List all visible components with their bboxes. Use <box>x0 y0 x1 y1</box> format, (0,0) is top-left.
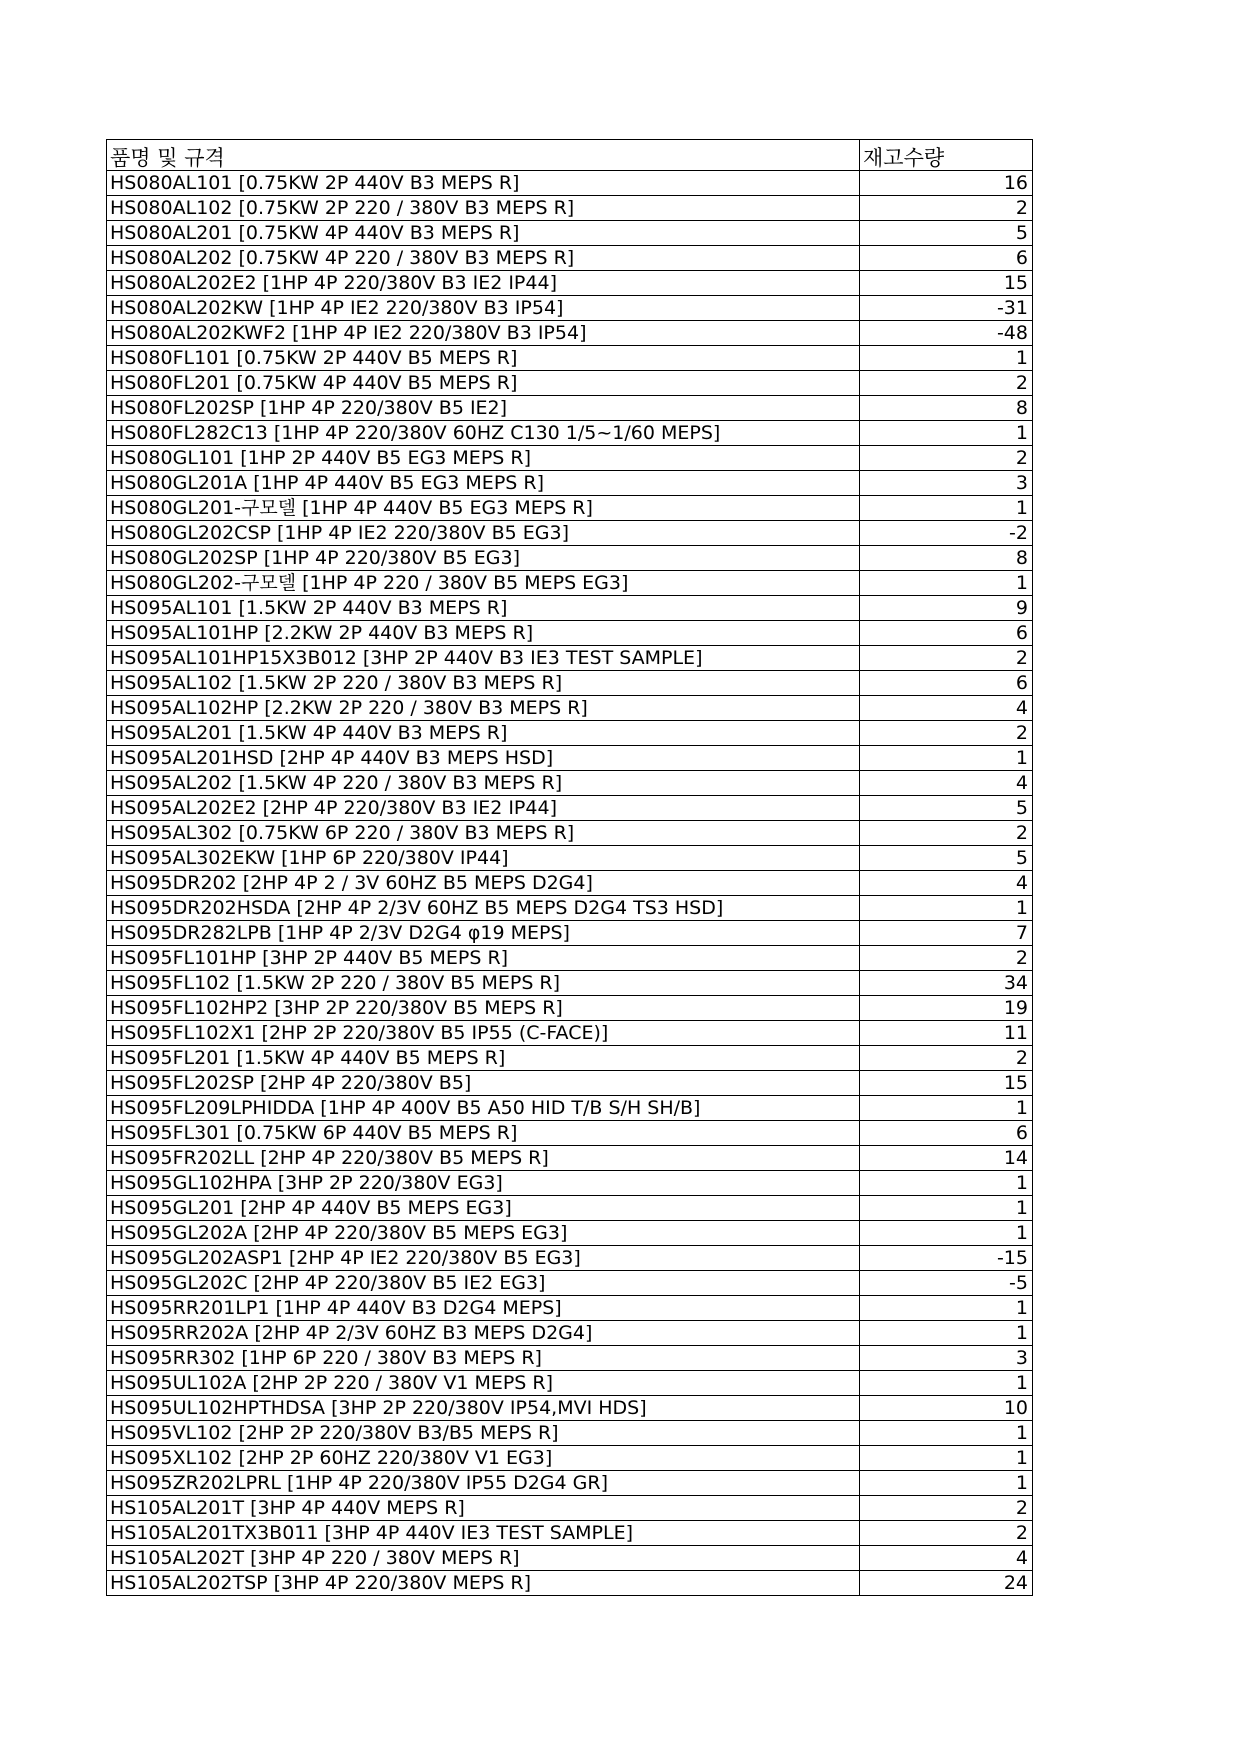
product-name-cell: HS080GL101 [1HP 2P 440V B5 EG3 MEPS R] <box>107 446 860 471</box>
product-name-cell: HS095GL102HPA [3HP 2P 220/380V EG3] <box>107 1171 860 1196</box>
table-row <box>107 596 1033 621</box>
stock-quantity-cell: 4 <box>860 871 1033 896</box>
product-name-cell: HS095AL302EKW [1HP 6P 220/380V IP44] <box>107 846 860 871</box>
table-row <box>107 171 1033 196</box>
table-row <box>107 1146 1033 1171</box>
stock-quantity-cell: 24 <box>860 1571 1033 1596</box>
table-row <box>107 471 1033 496</box>
stock-quantity-cell: 2 <box>860 371 1033 396</box>
table-row <box>107 1571 1033 1596</box>
stock-quantity-cell: 10 <box>860 1396 1033 1421</box>
stock-quantity-cell: 1 <box>860 1096 1033 1121</box>
table-row <box>107 696 1033 721</box>
product-name-cell: HS095RR202A [2HP 4P 2/3V 60HZ B3 MEPS D2G4] <box>107 1321 860 1346</box>
table-row <box>107 1346 1033 1371</box>
column-header-quantity: 재고수량 <box>860 140 1033 171</box>
table-row <box>107 496 1033 521</box>
table-row <box>107 721 1033 746</box>
stock-quantity-cell: 1 <box>860 346 1033 371</box>
table-row <box>107 1421 1033 1446</box>
column-header-name: 품명 및 규격 <box>107 140 860 171</box>
product-name-cell: HS105AL202T [3HP 4P 220 / 380V MEPS R] <box>107 1546 860 1571</box>
stock-quantity-cell: 15 <box>860 271 1033 296</box>
table-row <box>107 1196 1033 1221</box>
product-name-cell: HS095UL102HPTHDSA [3HP 2P 220/380V IP54,MVI HDS] <box>107 1396 860 1421</box>
stock-quantity-cell: 2 <box>860 646 1033 671</box>
table-row <box>107 1171 1033 1196</box>
product-name-cell: HS080GL202-구모델 [1HP 4P 220 / 380V B5 MEPS EG3] <box>107 571 860 596</box>
table-row <box>107 1071 1033 1096</box>
table-row <box>107 846 1033 871</box>
stock-quantity-cell: 4 <box>860 1546 1033 1571</box>
table-row <box>107 996 1033 1021</box>
product-name-cell: HS080FL201 [0.75KW 4P 440V B5 MEPS R] <box>107 371 860 396</box>
product-name-cell: HS095RR201LP1 [1HP 4P 440V B3 D2G4 MEPS] <box>107 1296 860 1321</box>
product-name-cell: HS095GL202C [2HP 4P 220/380V B5 IE2 EG3] <box>107 1271 860 1296</box>
stock-quantity-cell: 1 <box>860 1471 1033 1496</box>
stock-quantity-cell: -15 <box>860 1246 1033 1271</box>
table-row <box>107 1121 1033 1146</box>
stock-quantity-cell: 6 <box>860 621 1033 646</box>
table-row <box>107 396 1033 421</box>
product-name-cell: HS095GL202A [2HP 4P 220/380V B5 MEPS EG3] <box>107 1221 860 1246</box>
table-row <box>107 221 1033 246</box>
product-name-cell: HS105AL202TSP [3HP 4P 220/380V MEPS R] <box>107 1571 860 1596</box>
table-row <box>107 1321 1033 1346</box>
product-name-cell: HS080GL202SP [1HP 4P 220/380V B5 EG3] <box>107 546 860 571</box>
stock-quantity-cell: 8 <box>860 396 1033 421</box>
product-name-cell: HS095AL101 [1.5KW 2P 440V B3 MEPS R] <box>107 596 860 621</box>
stock-quantity-cell: 11 <box>860 1021 1033 1046</box>
table-row <box>107 896 1033 921</box>
stock-quantity-cell: 2 <box>860 1521 1033 1546</box>
product-name-cell: HS095UL102A [2HP 2P 220 / 380V V1 MEPS R] <box>107 1371 860 1396</box>
stock-quantity-cell: 2 <box>860 721 1033 746</box>
stock-quantity-cell: 1 <box>860 1196 1033 1221</box>
table-row <box>107 1046 1033 1071</box>
product-name-cell: HS080AL202KWF2 [1HP 4P IE2 220/380V B3 IP54] <box>107 321 860 346</box>
stock-quantity-cell: -48 <box>860 321 1033 346</box>
product-name-cell: HS080GL201-구모델 [1HP 4P 440V B5 EG3 MEPS R] <box>107 496 860 521</box>
product-name-cell: HS080FL101 [0.75KW 2P 440V B5 MEPS R] <box>107 346 860 371</box>
stock-quantity-cell: 2 <box>860 196 1033 221</box>
product-name-cell: HS080AL202KW [1HP 4P IE2 220/380V B3 IP54] <box>107 296 860 321</box>
stock-quantity-cell: -31 <box>860 296 1033 321</box>
product-name-cell: HS080AL202E2 [1HP 4P 220/380V B3 IE2 IP44] <box>107 271 860 296</box>
product-name-cell: HS095AL101HP15X3B012 [3HP 2P 440V B3 IE3 TEST SAMPLE] <box>107 646 860 671</box>
product-name-cell: HS095DR282LPB [1HP 4P 2/3V D2G4 φ19 MEPS] <box>107 921 860 946</box>
product-name-cell: HS080GL201A [1HP 4P 440V B5 EG3 MEPS R] <box>107 471 860 496</box>
product-name-cell: HS095ZR202LPRL [1HP 4P 220/380V IP55 D2G4 GR] <box>107 1471 860 1496</box>
stock-quantity-cell: 2 <box>860 946 1033 971</box>
table-row <box>107 321 1033 346</box>
stock-quantity-cell: 19 <box>860 996 1033 1021</box>
stock-quantity-cell: 1 <box>860 1171 1033 1196</box>
stock-quantity-cell: 1 <box>860 1371 1033 1396</box>
table-row <box>107 971 1033 996</box>
stock-quantity-cell: -5 <box>860 1271 1033 1296</box>
product-name-cell: HS095FL102X1 [2HP 2P 220/380V B5 IP55 (C-FACE)] <box>107 1021 860 1046</box>
stock-quantity-cell: 1 <box>860 421 1033 446</box>
stock-quantity-cell: 1 <box>860 1446 1033 1471</box>
table-row <box>107 1246 1033 1271</box>
stock-quantity-cell: 2 <box>860 446 1033 471</box>
stock-quantity-cell: 2 <box>860 1496 1033 1521</box>
table-row <box>107 671 1033 696</box>
product-name-cell: HS095FL202SP [2HP 4P 220/380V B5] <box>107 1071 860 1096</box>
stock-quantity-cell: 4 <box>860 771 1033 796</box>
table-row <box>107 1446 1033 1471</box>
product-name-cell: HS095AL201 [1.5KW 4P 440V B3 MEPS R] <box>107 721 860 746</box>
table-row <box>107 746 1033 771</box>
stock-quantity-cell: 6 <box>860 671 1033 696</box>
table-row <box>107 296 1033 321</box>
product-name-cell: HS105AL201T [3HP 4P 440V MEPS R] <box>107 1496 860 1521</box>
product-name-cell: HS080GL202CSP [1HP 4P IE2 220/380V B5 EG3] <box>107 521 860 546</box>
table-row <box>107 346 1033 371</box>
table-row <box>107 1296 1033 1321</box>
product-name-cell: HS080AL102 [0.75KW 2P 220 / 380V B3 MEPS R] <box>107 196 860 221</box>
product-name-cell: HS080AL201 [0.75KW 4P 440V B3 MEPS R] <box>107 221 860 246</box>
product-name-cell: HS095AL101HP [2.2KW 2P 440V B3 MEPS R] <box>107 621 860 646</box>
inventory-table <box>106 139 1033 1596</box>
stock-quantity-cell: 8 <box>860 546 1033 571</box>
table-row <box>107 921 1033 946</box>
product-name-cell: HS095FL102 [1.5KW 2P 220 / 380V B5 MEPS R] <box>107 971 860 996</box>
stock-quantity-cell: 3 <box>860 1346 1033 1371</box>
table-row <box>107 421 1033 446</box>
product-name-cell: HS095FR202LL [2HP 4P 220/380V B5 MEPS R] <box>107 1146 860 1171</box>
table-row <box>107 246 1033 271</box>
stock-quantity-cell: 1 <box>860 1321 1033 1346</box>
table-header <box>107 140 1033 171</box>
product-name-cell: HS095AL302 [0.75KW 6P 220 / 380V B3 MEPS R] <box>107 821 860 846</box>
table-row <box>107 1521 1033 1546</box>
table-row <box>107 196 1033 221</box>
product-name-cell: HS095GL202ASP1 [2HP 4P IE2 220/380V B5 EG3] <box>107 1246 860 1271</box>
table-row <box>107 1496 1033 1521</box>
product-name-cell: HS095FL201 [1.5KW 4P 440V B5 MEPS R] <box>107 1046 860 1071</box>
stock-quantity-cell: 34 <box>860 971 1033 996</box>
stock-quantity-cell: 1 <box>860 496 1033 521</box>
table-row <box>107 371 1033 396</box>
stock-quantity-cell: 1 <box>860 746 1033 771</box>
stock-quantity-cell: 15 <box>860 1071 1033 1096</box>
table-row <box>107 1271 1033 1296</box>
stock-quantity-cell: 4 <box>860 696 1033 721</box>
stock-quantity-cell: 1 <box>860 1221 1033 1246</box>
product-name-cell: HS095GL201 [2HP 4P 440V B5 MEPS EG3] <box>107 1196 860 1221</box>
product-name-cell: HS095AL202 [1.5KW 4P 220 / 380V B3 MEPS R] <box>107 771 860 796</box>
stock-quantity-cell: 5 <box>860 846 1033 871</box>
table-row <box>107 821 1033 846</box>
table-row <box>107 621 1033 646</box>
product-name-cell: HS095FL102HP2 [3HP 2P 220/380V B5 MEPS R] <box>107 996 860 1021</box>
table-row <box>107 1371 1033 1396</box>
stock-quantity-cell: 2 <box>860 821 1033 846</box>
table-row <box>107 1396 1033 1421</box>
product-name-cell: HS080AL101 [0.75KW 2P 440V B3 MEPS R] <box>107 171 860 196</box>
stock-quantity-cell: 1 <box>860 896 1033 921</box>
product-name-cell: HS095FL101HP [3HP 2P 440V B5 MEPS R] <box>107 946 860 971</box>
stock-quantity-cell: 1 <box>860 1296 1033 1321</box>
stock-quantity-cell: 2 <box>860 1046 1033 1071</box>
stock-quantity-cell: 1 <box>860 571 1033 596</box>
product-name-cell: HS095RR302 [1HP 6P 220 / 380V B3 MEPS R] <box>107 1346 860 1371</box>
stock-quantity-cell: -2 <box>860 521 1033 546</box>
stock-quantity-cell: 3 <box>860 471 1033 496</box>
product-name-cell: HS095XL102 [2HP 2P 60HZ 220/380V V1 EG3] <box>107 1446 860 1471</box>
product-name-cell: HS105AL201TX3B011 [3HP 4P 440V IE3 TEST SAMPLE] <box>107 1521 860 1546</box>
header-row <box>107 140 1033 171</box>
table-row <box>107 571 1033 596</box>
stock-quantity-cell: 1 <box>860 1421 1033 1446</box>
product-name-cell: HS080AL202 [0.75KW 4P 220 / 380V B3 MEPS R] <box>107 246 860 271</box>
table-row <box>107 1221 1033 1246</box>
product-name-cell: HS095FL209LPHIDDA [1HP 4P 400V B5 A50 HID T/B S/H SH/B] <box>107 1096 860 1121</box>
stock-quantity-cell: 6 <box>860 1121 1033 1146</box>
product-name-cell: HS095AL202E2 [2HP 4P 220/380V B3 IE2 IP44] <box>107 796 860 821</box>
product-name-cell: HS095AL201HSD [2HP 4P 440V B3 MEPS HSD] <box>107 746 860 771</box>
table-body <box>107 171 1033 1596</box>
stock-quantity-cell: 9 <box>860 596 1033 621</box>
table-row <box>107 446 1033 471</box>
stock-quantity-cell: 5 <box>860 221 1033 246</box>
stock-quantity-cell: 6 <box>860 246 1033 271</box>
table-row <box>107 1096 1033 1121</box>
product-name-cell: HS095AL102HP [2.2KW 2P 220 / 380V B3 MEPS R] <box>107 696 860 721</box>
stock-quantity-cell: 5 <box>860 796 1033 821</box>
product-name-cell: HS095AL102 [1.5KW 2P 220 / 380V B3 MEPS R] <box>107 671 860 696</box>
product-name-cell: HS080FL282C13 [1HP 4P 220/380V 60HZ C130 1/5~1/60 MEPS] <box>107 421 860 446</box>
table-row <box>107 771 1033 796</box>
table-row <box>107 871 1033 896</box>
stock-quantity-cell: 16 <box>860 171 1033 196</box>
product-name-cell: HS095VL102 [2HP 2P 220/380V B3/B5 MEPS R] <box>107 1421 860 1446</box>
product-name-cell: HS095DR202 [2HP 4P 2 / 3V 60HZ B5 MEPS D2G4] <box>107 871 860 896</box>
product-name-cell: HS080FL202SP [1HP 4P 220/380V B5 IE2] <box>107 396 860 421</box>
stock-quantity-cell: 7 <box>860 921 1033 946</box>
table-row <box>107 1546 1033 1571</box>
table-row <box>107 521 1033 546</box>
table-row <box>107 546 1033 571</box>
table-row <box>107 1471 1033 1496</box>
stock-quantity-cell: 14 <box>860 1146 1033 1171</box>
product-name-cell: HS095DR202HSDA [2HP 4P 2/3V 60HZ B5 MEPS D2G4 TS3 HSD] <box>107 896 860 921</box>
table-row <box>107 646 1033 671</box>
table-row <box>107 1021 1033 1046</box>
table-row <box>107 946 1033 971</box>
table-row <box>107 796 1033 821</box>
product-name-cell: HS095FL301 [0.75KW 6P 440V B5 MEPS R] <box>107 1121 860 1146</box>
table-row <box>107 271 1033 296</box>
